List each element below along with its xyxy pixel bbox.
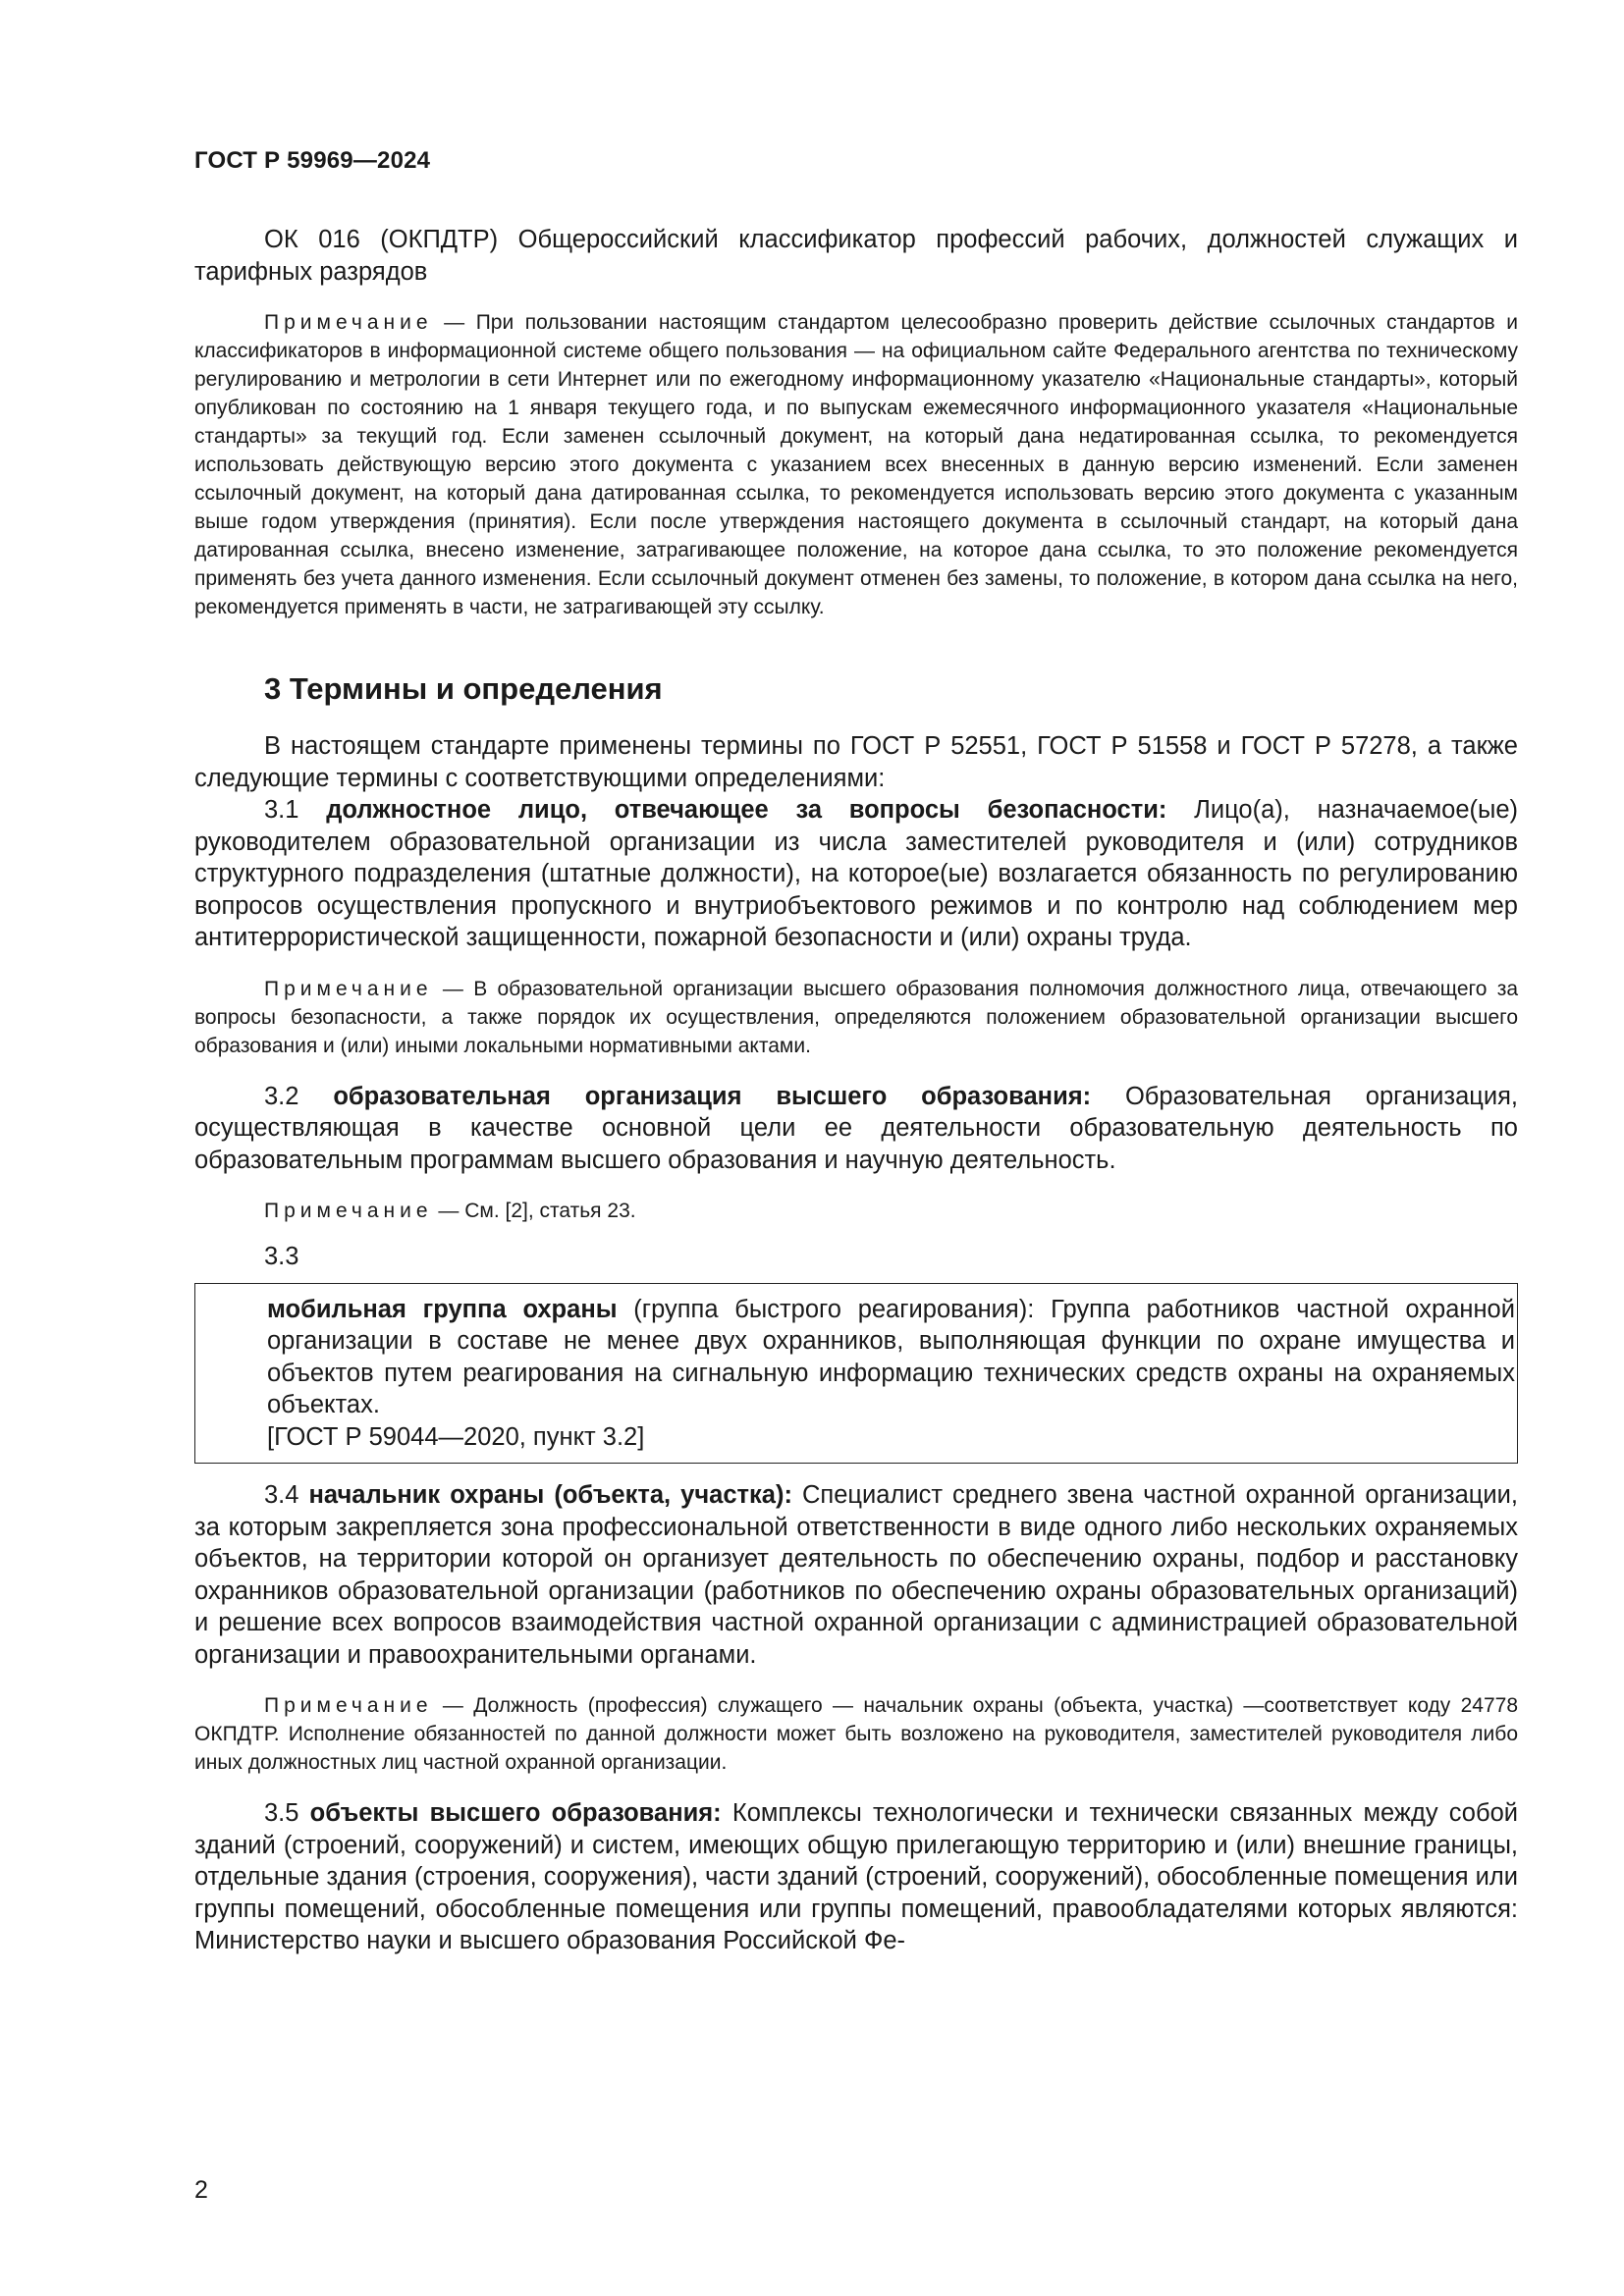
- term-3-1-title: должностное лицо, отвечающее за вопросы безопасности:: [326, 796, 1167, 824]
- note-3-4: Примечание — Должность (профессия) служащего — начальник охраны (объекта, участка) —соответствует коду 24778 ОКПДТР. Исполнение обязанностей по данной должности может быть возложено на руководителя, заместителей руководителя либо иных должностных лиц частной охранной организации.: [194, 1694, 1519, 1774]
- term-3-1: 3.1 должностное лицо, отвечающее за вопросы безопасности: Лицо(а), назначаемое(ые) руководителем образовательной организации из числа заместителей руководителя и (или) сотрудников структурного подразделения (штатные должности), на которое(ые) возлагается обязанность по регулированию вопросов осуществления пропускного и внутриобъектового режимов и по контролю над соблюдением мер антитеррористической защищенности, пожарной безопасности и (или) охраны труда.: [194, 796, 1518, 951]
- term-3-3: мобильная группа охраны (группа быстрого реагирования): Группа работников частной охранной организации в составе не менее двух охранников, выполняющая функции по охране имущества и объектов путем реагирования на сигнальную информацию технических средств охраны на охраняемых объектах.: [267, 1295, 1515, 1418]
- document-header: ГОСТ Р 59969—2024: [194, 147, 431, 174]
- page-content: [194, 224, 1518, 1957]
- section-3-intro: В настоящем стандарте применены термины по ГОСТ Р 52551, ГОСТ Р 51558 и ГОСТ Р 57278, а также следующие термины с соответствующими определениями:: [194, 732, 1518, 792]
- page-number: 2: [194, 2176, 208, 2204]
- reference-ok016: ОК 016 (ОКПДТР) Общероссийский классификатор профессий рабочих, должностей служащих и тарифных разрядов: [194, 226, 1518, 286]
- term-3-2-title: образовательная организация высшего образования:: [333, 1082, 1092, 1110]
- term-3-4: 3.4 начальник охраны (объекта, участка): Специалист среднего звена частной охранной организации, за которым закрепляется зона профессиональной ответственности в виде одного либо нескольких охраняемых объектов, на территории которой он организует деятельность по обеспечению охраны, подбор и расстановку охранников образовательной организации (работников по обеспечению охраны образовательных организаций) и решение всех вопросов взаимодействия частной охранной организации с администрацией образовательной организации и правоохранительными органами.: [194, 1481, 1518, 1669]
- term-3-3-box: [194, 1283, 1518, 1465]
- note-references: Примечание — При пользовании настоящим стандартом целесообразно проверить действие ссылочных стандартов и классификаторов в информационной системе общего пользования — на официальном сайте Федерального агентства по техническому регулированию и метрологии в сети Интернет или по ежегодному информационному указателю «Национальные стандарты», который опубликован по состоянию на 1 января текущего года, и по выпускам ежемесячного информационного указателя «Национальные стандарты» за текущий год. Если заменен ссылочный документ, на который дана недатированная ссылка, то рекомендуется использовать действующую версию этого документа с указанием всех внесенных в данную версию изменений. Если заменен ссылочный документ, на который дана датированная ссылка, то рекомендуется использовать версию этого документа с указанным выше годом утверждения (принятия). Если после утверждения настоящего документа в ссылочный стандарт, на который дана датированная ссылка, внесено изменение, затрагивающее положение, на которое дана ссылка, то это положение рекомендуется применять без учета данного изменения. Если ссылочный документ отменен без замены, то положение, в котором дана ссылка на него, рекомендуется применять в части, не затрагивающей эту ссылку.: [194, 311, 1518, 618]
- term-3-3-title: мобильная группа охраны: [267, 1295, 618, 1323]
- note-label: Примечание: [264, 311, 433, 334]
- term-3-5: 3.5 объекты высшего образования: Комплексы технологически и технически связанных между собой зданий (строений, сооружений) и систем, имеющих общую прилегающую территорию и (или) внешние границы, отдельные здания (строения, сооружения), части зданий (строений, сооружений), обособленные помещения или группы помещений, обособленные помещения или группы помещений, правообладателями которых являются: Министерство науки и высшего образования Российской Фе-: [194, 1799, 1518, 1954]
- term-3-2: 3.2 образовательная организация высшего образования: Образовательная организация, осуществляющая в качестве основной цели ее деятельности образовательную деятельность по образовательным программам высшего образования и научную деятельность.: [194, 1082, 1518, 1174]
- term-3-5-title: объекты высшего образования:: [309, 1799, 722, 1827]
- term-3-3-source: [ГОСТ Р 59044—2020, пункт 3.2]: [267, 1422, 645, 1451]
- section-3-heading: 3 Термины и определения: [264, 671, 663, 706]
- note-3-1: Примечание — В образовательной организации высшего образования полномочия должностного лица, отвечающего за вопросы безопасности, а также порядок их осуществления, определяются положением образовательной организации высшего образования и (или) иными локальными нормативными актами.: [194, 977, 1518, 1057]
- note-3-2: Примечание — См. [2], статья 23.: [264, 1200, 636, 1222]
- term-3-3-number: 3.3: [264, 1243, 299, 1270]
- term-3-4-title: начальник охраны (объекта, участка):: [308, 1481, 792, 1509]
